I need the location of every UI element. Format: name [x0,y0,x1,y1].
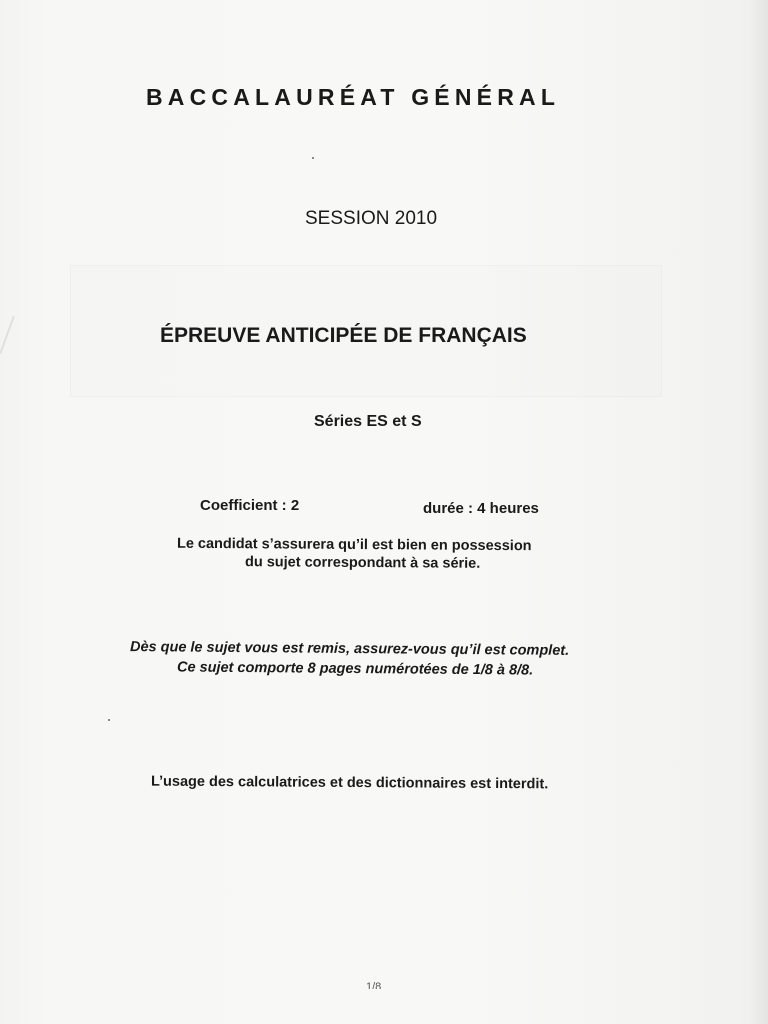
exam-series: Séries ES et S [314,413,422,430]
session-year: SESSION 2010 [305,208,438,229]
candidate-notice-line: du sujet correspondant à sa série. [244,554,481,572]
usage-notice: L’usage des calculatrices et des dictionnaires est interdit. [150,773,549,793]
completeness-notice-line: Ce sujet comporte 8 pages numérotées de 1/8 à 8/8. [176,659,534,679]
scan-speck [108,719,110,721]
exam-duration: durée : 4 heures [423,500,539,517]
candidate-notice-line: Le candidat s’assurera qu’il est bien en possession [176,535,532,555]
scan-mark [0,316,15,354]
coefficient: Coefficient : 2 [200,497,300,514]
page-number: 1/8 [366,981,382,989]
scan-speck [312,157,314,159]
exam-subject: ÉPREUVE ANTICIPÉE DE FRANÇAIS [160,324,527,347]
exam-title: BACCALAURÉAT GÉNÉRAL [146,84,561,110]
page-edge-shadow [750,0,768,1024]
completeness-notice-line: Dès que le sujet vous est remis, assurez-vous qu’il est complet. [129,639,570,659]
